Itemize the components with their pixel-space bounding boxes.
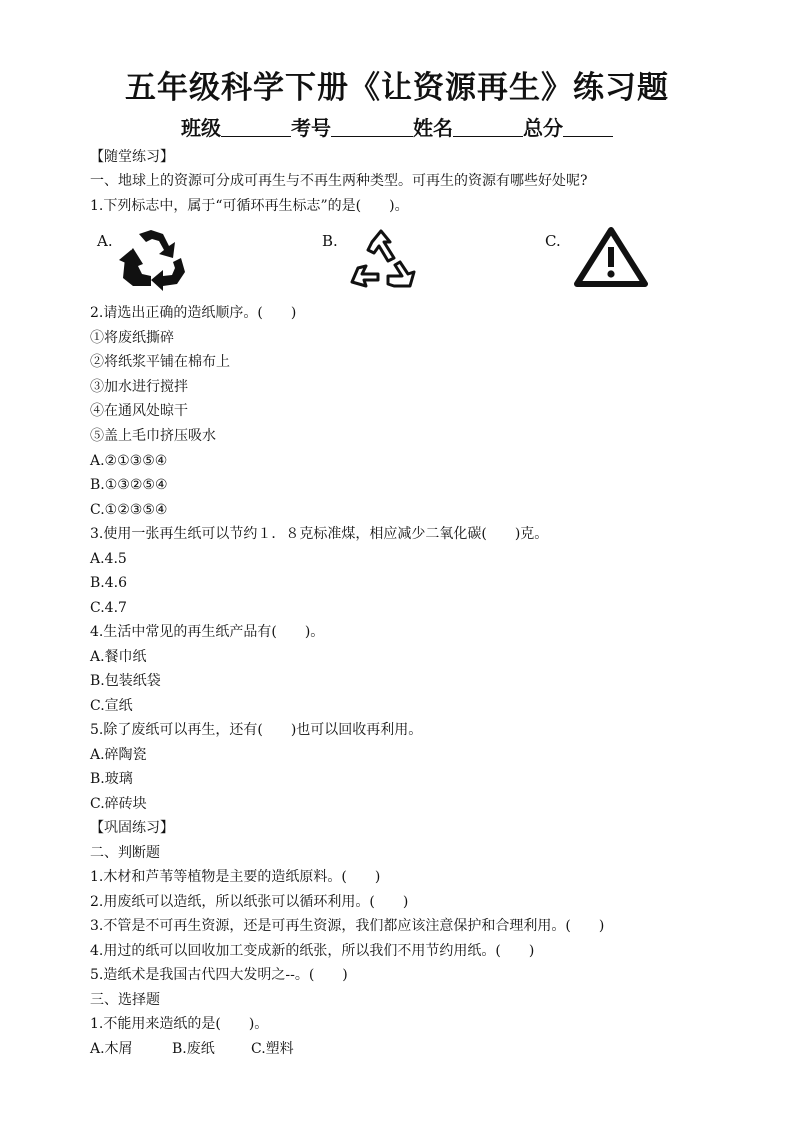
q5-option: C.碎砖块 xyxy=(90,796,147,812)
section-consolidate: 【巩固练习】 xyxy=(90,820,174,836)
q3-option: C.4.7 xyxy=(90,600,127,616)
page-title: 五年级科学下册《让资源再生》练习题 xyxy=(125,70,669,106)
judgement-item: 2.用废纸可以造纸，所以纸张可以循环利用。( ) xyxy=(90,894,409,910)
section-practice: 【随堂练习】 xyxy=(90,149,174,165)
exam-blank[interactable] xyxy=(331,118,413,137)
judgement-item: 3.不管是不可再生资源，还是可再生资源，我们都应该注意保护和合理利用。( ) xyxy=(90,918,605,934)
q3-option: A.4.5 xyxy=(90,551,127,567)
warning-icon xyxy=(574,227,648,287)
name-blank[interactable] xyxy=(453,118,523,137)
q3-option: B.4.6 xyxy=(90,575,128,591)
judgement-item: 1.木材和芦苇等植物是主要的造纸原料。( ) xyxy=(90,869,381,885)
q2-step: ②将纸浆平铺在棉布上 xyxy=(90,354,230,370)
q2-step: ①将废纸撕碎 xyxy=(90,330,174,346)
recycle-solid-icon xyxy=(117,228,187,292)
part3-q1-option: B.废纸 xyxy=(172,1041,215,1057)
q5-option: A.碎陶瓷 xyxy=(90,747,147,763)
score-blank[interactable] xyxy=(563,118,613,137)
part3-heading: 三、选择题 xyxy=(90,992,160,1008)
student-info-line xyxy=(0,112,794,141)
q2-stem: 2.请选出正确的造纸顺序。( ) xyxy=(90,305,297,321)
recycle-outline-icon xyxy=(348,228,416,294)
q4-option: B.包装纸袋 xyxy=(90,673,161,689)
class-blank[interactable] xyxy=(221,118,291,137)
q1-option-a-label: A. xyxy=(97,232,113,250)
q5-option: B.玻璃 xyxy=(90,771,133,787)
part2-heading: 二、判断题 xyxy=(90,845,160,861)
q2-step: ③加水进行搅拌 xyxy=(90,379,188,395)
part3-q1-option: A.木屑 xyxy=(90,1041,133,1057)
q2-option: A.②①③⑤④ xyxy=(90,453,168,469)
q3-stem: 3.使用一张再生纸可以节约１．８克标准煤，相应减少二氧化碳( )克。 xyxy=(90,526,549,542)
part1-intro: 一、地球上的资源可分成可再生与不再生两种类型。可再生的资源有哪些好处呢? xyxy=(90,173,588,189)
class-label: 班级 xyxy=(181,116,221,140)
q2-step: ⑤盖上毛巾挤压吸水 xyxy=(90,428,216,444)
q2-step: ④在通风处晾干 xyxy=(90,403,188,419)
q2-option: C.①②③⑤④ xyxy=(90,502,168,518)
q4-stem: 4.生活中常见的再生纸产品有( )。 xyxy=(90,624,325,640)
exam-label: 考号 xyxy=(291,116,331,140)
part3-q1-stem: 1.不能用来造纸的是( )。 xyxy=(90,1016,269,1032)
judgement-item: 5.造纸术是我国古代四大发明之--。( ) xyxy=(90,967,348,983)
name-label: 姓名 xyxy=(413,116,453,140)
q1-stem: 1.下列标志中，属于“可循环再生标志”的是( )。 xyxy=(90,198,409,214)
q2-option: B.①③②⑤④ xyxy=(90,477,168,493)
q1-option-b-label: B. xyxy=(322,232,338,250)
score-label: 总分 xyxy=(523,116,563,140)
q4-option: C.宣纸 xyxy=(90,698,133,714)
judgement-item: 4.用过的纸可以回收加工变成新的纸张，所以我们不用节约用纸。( ) xyxy=(90,943,535,959)
q5-stem: 5.除了废纸可以再生，还有( )也可以回收再利用。 xyxy=(90,722,423,738)
q1-option-c-label: C. xyxy=(545,232,561,250)
part3-q1-option: C.塑料 xyxy=(251,1041,294,1057)
q4-option: A.餐巾纸 xyxy=(90,649,147,665)
